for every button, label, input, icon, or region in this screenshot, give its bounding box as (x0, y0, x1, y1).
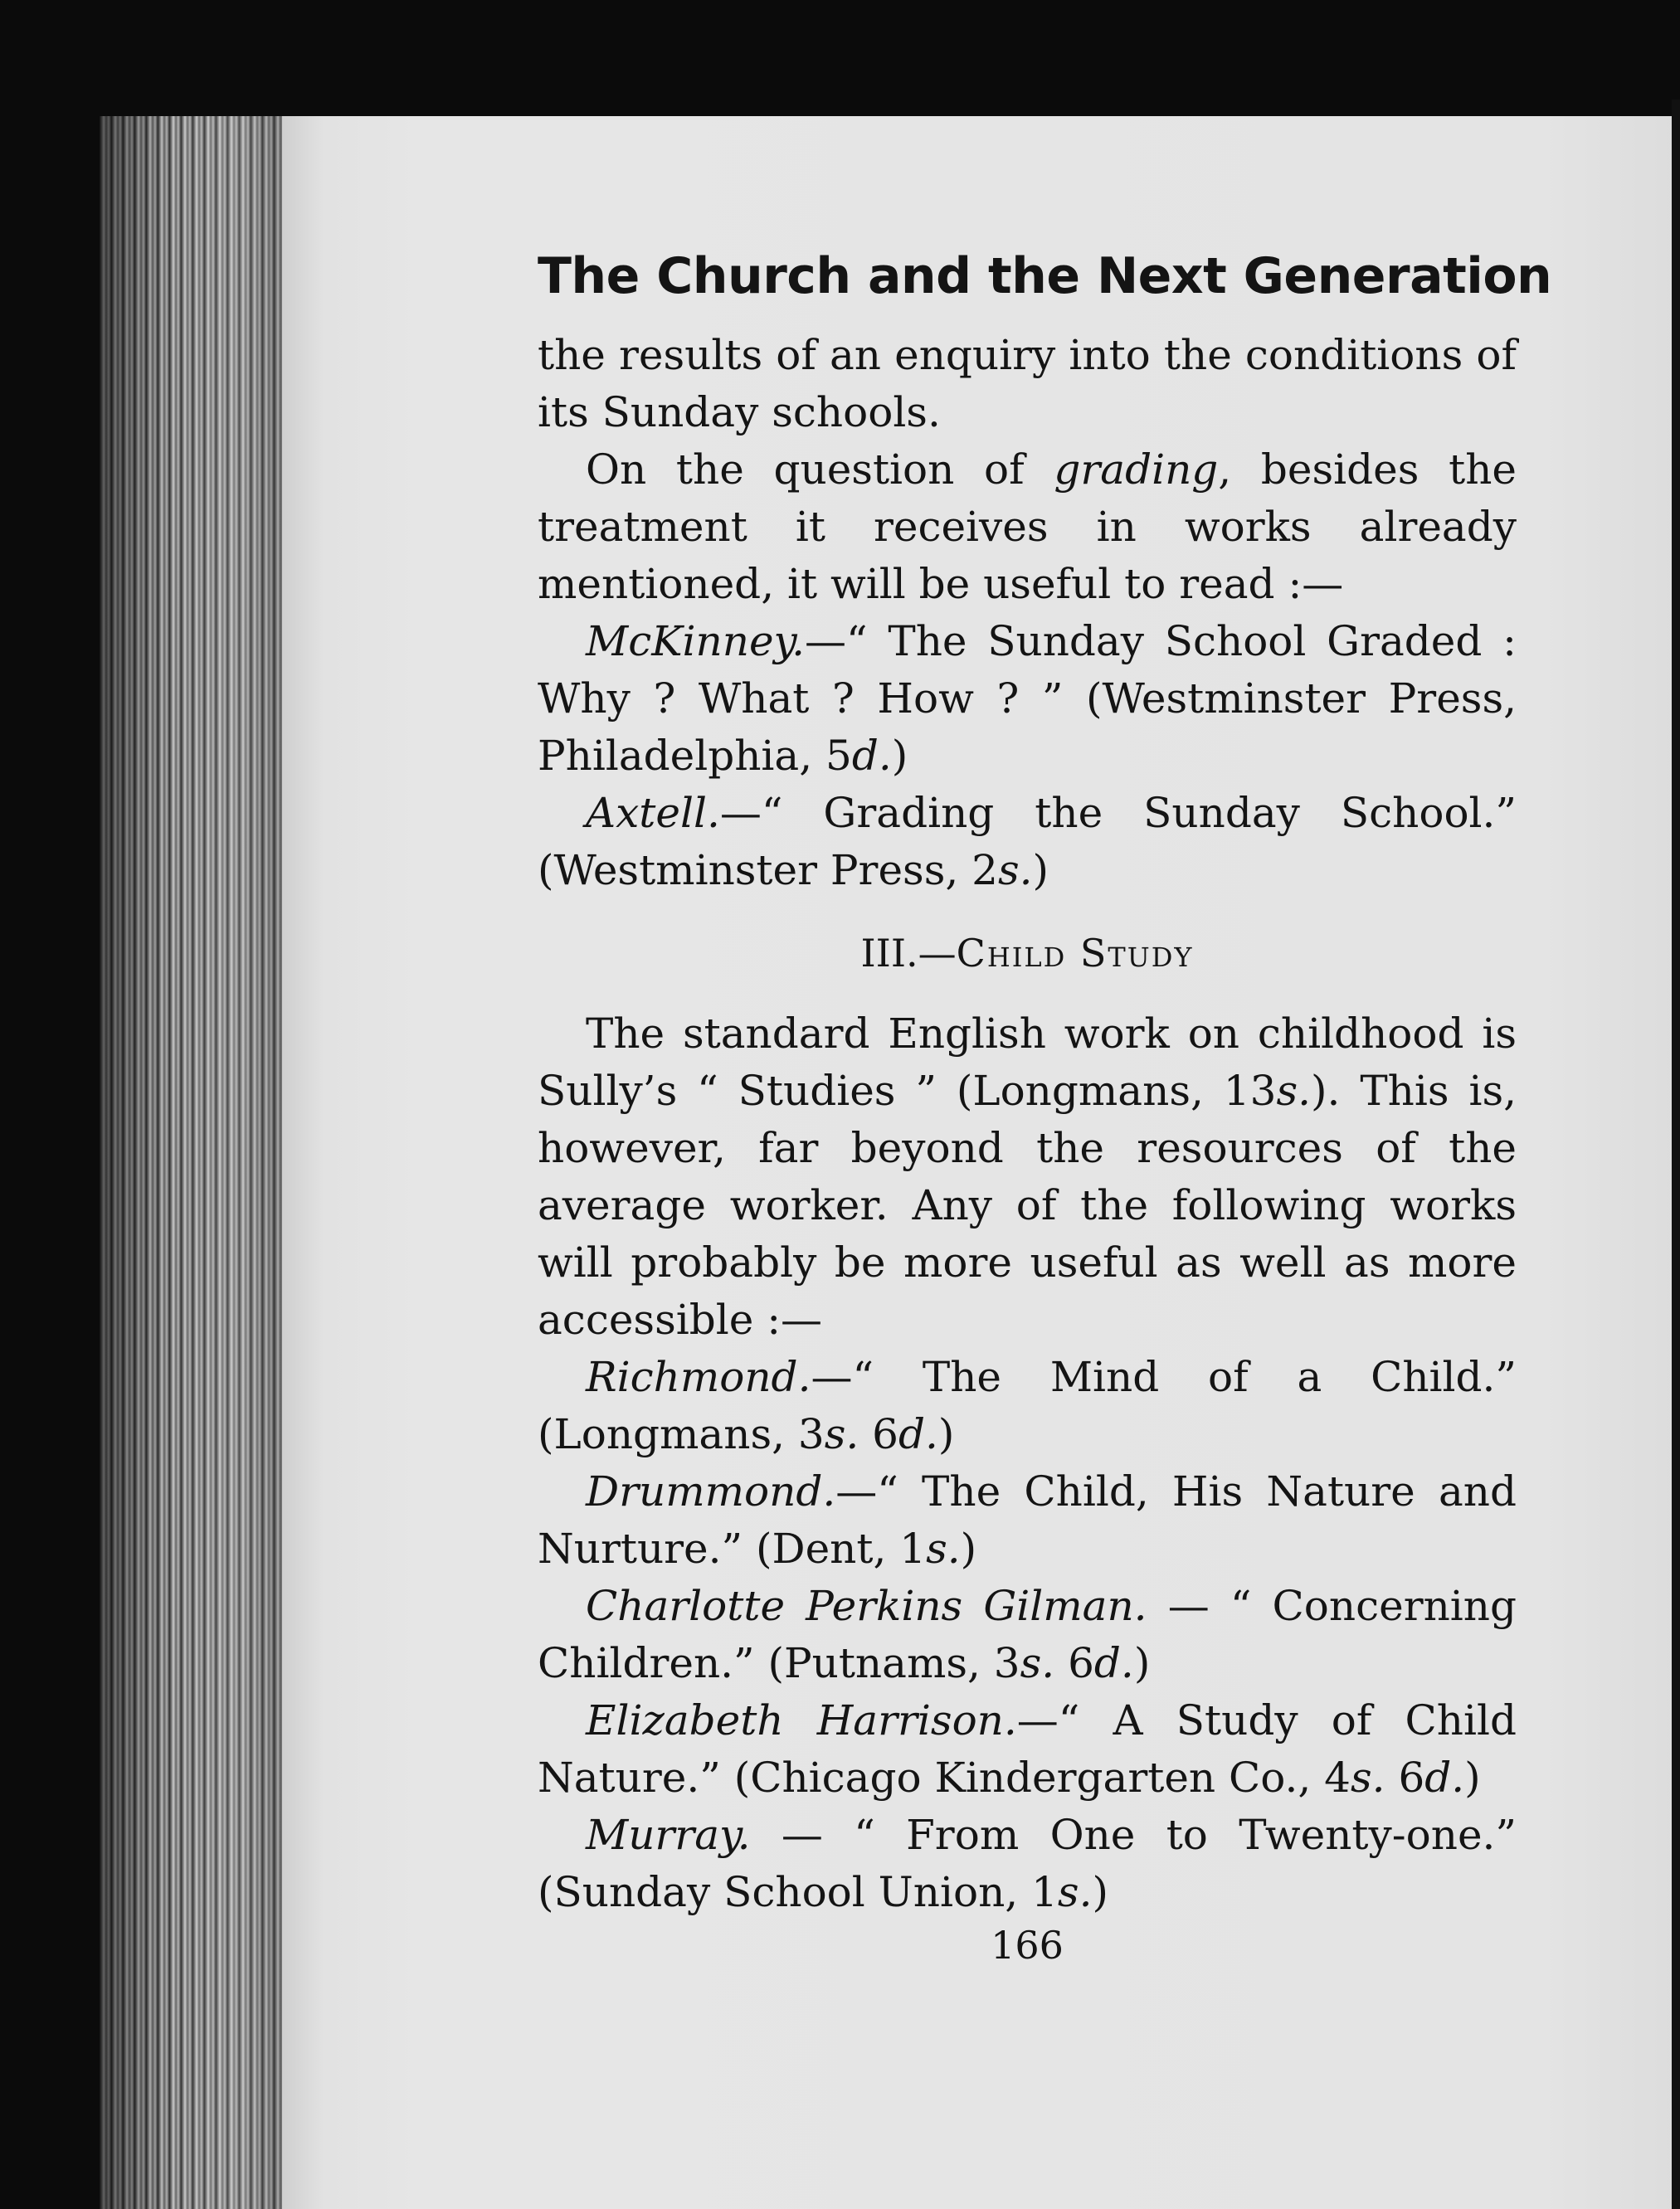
paragraph-child-study (538, 1005, 1517, 1349)
reference-entry (538, 1349, 1517, 1463)
currency-unit: d. (851, 732, 892, 780)
section-heading (538, 931, 1517, 976)
reference-text: —“ The Mind of a Child.” (Longmans, 3 (538, 1353, 1517, 1458)
currency-unit: s. (997, 846, 1033, 894)
paragraph-continued (538, 327, 1517, 441)
paragraph-text: The standard English work on childhood is Sully’s “ Studies ” (Longmans, 13 (538, 1010, 1517, 1115)
currency-unit: s. (1057, 1868, 1093, 1916)
currency-unit: s. (1350, 1754, 1385, 1802)
reference-close: ) (937, 1410, 955, 1458)
currency-unit: s. (926, 1525, 961, 1573)
reference-close: ) (960, 1525, 977, 1573)
reference-text: —“ Grading the Sunday School.” (Westminster Press, 2 (538, 789, 1517, 894)
reference-close: ) (1133, 1639, 1151, 1687)
reference-entry (538, 613, 1517, 785)
reference-text: 6 (1054, 1639, 1094, 1687)
currency-unit: s. (1276, 1067, 1311, 1115)
currency-unit: d. (1424, 1754, 1465, 1802)
reference-entry (538, 1692, 1517, 1807)
paragraph-text: ). This is, however, far beyond the resources of the average worker. Any of the following works will probably be more useful as well as more accessible :— (538, 1067, 1517, 1344)
reference-text: 6 (859, 1410, 898, 1458)
reference-author: Richmond. (586, 1353, 811, 1401)
section-numeral: III.— (860, 931, 957, 976)
reference-text: —“ A Study of Child Nature.” (Chicago Kindergarten Co., 4 (538, 1696, 1517, 1802)
reference-close: ) (1032, 846, 1049, 894)
reference-text: 6 (1385, 1754, 1425, 1802)
page-edges (100, 116, 299, 2209)
reference-entry (538, 1463, 1517, 1578)
paragraph-text: On the question of (586, 445, 1054, 494)
page-number: 166 (991, 1923, 1064, 1968)
currency-unit: s. (824, 1410, 859, 1458)
reference-author: Elizabeth Harrison. (586, 1696, 1017, 1744)
currency-unit: s. (1020, 1639, 1055, 1687)
paragraph-text: , besides the treatment it receives in works already mentioned, it will be useful to read :— (538, 445, 1517, 608)
reference-author: Axtell. (586, 789, 720, 837)
reference-close: ) (1464, 1754, 1481, 1802)
reference-entry (538, 1807, 1517, 1921)
reference-text: — “ From One to Twenty-one.” (Sunday School Union, 1 (538, 1811, 1517, 1916)
reference-author: Murray. (586, 1811, 751, 1859)
page-content (538, 247, 1552, 1968)
emphasis-grading: grading (1054, 445, 1219, 494)
currency-unit: d. (898, 1410, 938, 1458)
reference-author: McKinney. (586, 617, 806, 665)
paragraph-text: the results of an enquiry into the conditions of its Sunday schools. (538, 331, 1517, 436)
reference-author: Charlotte Perkins Gilman. (586, 1582, 1147, 1630)
reference-text: — “ Concerning Children.” (Putnams, 3 (538, 1582, 1517, 1687)
reference-text: —“ The Sunday School Graded : Why ? What ? How ? ” (Westminster Press, Philadelphia, 5 (538, 617, 1517, 780)
reference-entry (538, 785, 1517, 899)
paragraph-grading (538, 441, 1517, 613)
reference-entry (538, 1578, 1517, 1692)
reference-close: ) (891, 732, 908, 780)
currency-unit: d. (1093, 1639, 1134, 1687)
reference-close: ) (1092, 1868, 1108, 1916)
reference-text: —“ The Child, His Nature and Nurture.” (Dent, 1 (538, 1467, 1517, 1573)
scan-border (1672, 100, 1680, 2209)
running-head: The Church and the Next Generation (538, 247, 1552, 305)
reference-author: Drummond. (586, 1467, 836, 1516)
section-title: Child Study (956, 931, 1194, 976)
